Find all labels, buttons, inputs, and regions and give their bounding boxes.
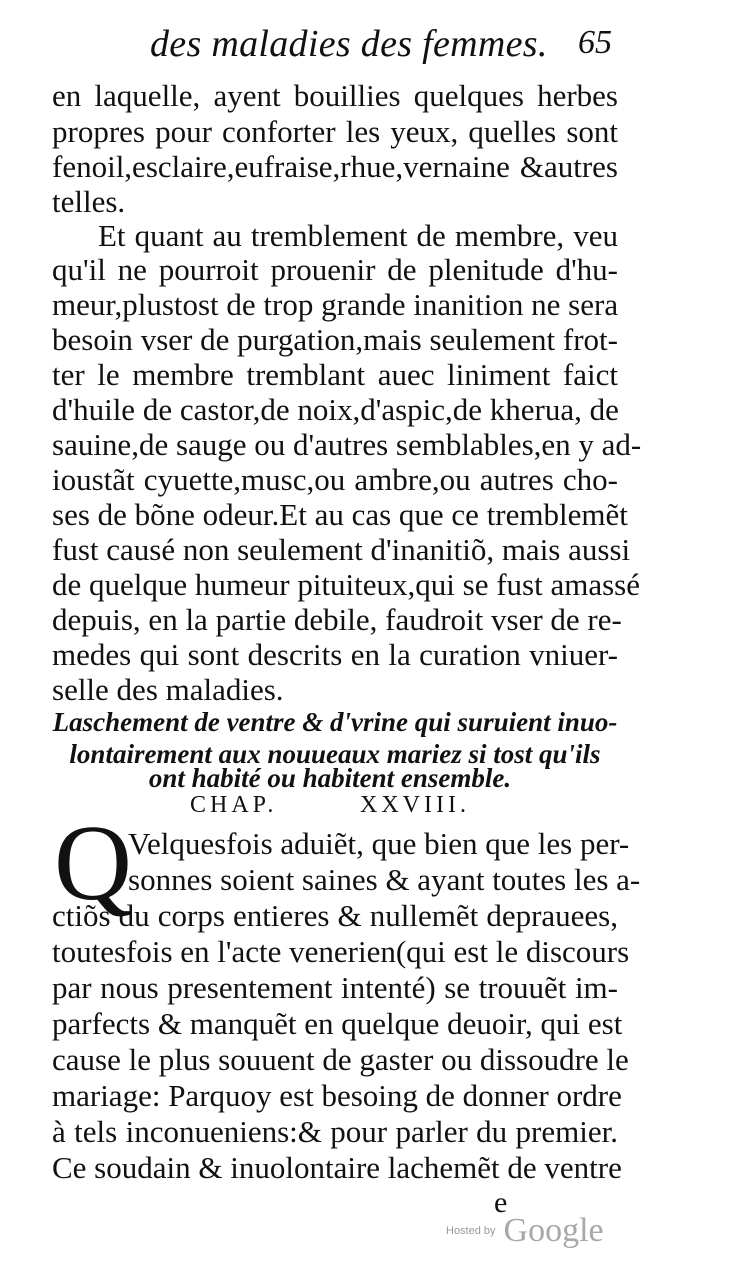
text-line: ses de bõne odeur.Et au cas que ce tremblemẽt	[52, 497, 628, 532]
text-line: Velquesfois aduiẽt, que bien que les per-	[128, 826, 630, 861]
running-title: des maladies des femmes.	[150, 23, 548, 65]
text-line: ter le membre tremblant auec liniment faict	[52, 357, 618, 392]
text-line: toutesfois en l'acte venerien(qui est le discours	[52, 934, 630, 969]
text-line: sonnes soient saines & ayant toutes les a-	[128, 862, 641, 897]
chapter-label: CHAP.	[190, 792, 278, 818]
text-line: mariage: Parquoy est besoing de donner ordre	[52, 1078, 622, 1113]
chapter-heading-line: Laschement de ventre & d'vrine qui suruient inuo-	[52, 707, 618, 737]
text-line: qu'il ne pourroit prouenir de plenitude d'hu-	[52, 252, 618, 287]
text-line: ctiõs du corps entieres & nullemẽt deprauees,	[52, 898, 618, 933]
google-logo: Google	[503, 1212, 604, 1249]
text-line: telles.	[52, 184, 126, 219]
text-line: à tels inconueniens:& pour parler du premier.	[52, 1114, 618, 1149]
text-line: Ce soudain & inuolontaire lachemẽt de ventre	[52, 1150, 622, 1185]
text-line: depuis, en la partie debile, faudroit vser de re-	[52, 602, 622, 637]
text-line: fenoil,esclaire,eufraise,rhue,vernaine &autres	[52, 149, 618, 184]
chapter-number	[190, 792, 470, 819]
chapter-roman-numeral: XXVIII.	[360, 792, 470, 818]
text-line: cause le plus souuent de gaster ou dissoudre le	[52, 1042, 629, 1077]
text-line: par nous presentement intenté) se trouuẽt im-	[52, 970, 618, 1005]
text-line: ioustãt cyuette,musc,ou ambre,ou autres cho-	[52, 462, 618, 497]
text-line: fust causé non seulement d'inanitiõ, mais aussi	[52, 532, 631, 567]
text-line: d'huile de castor,de noix,d'aspic,de kherua, de	[52, 392, 619, 427]
text-line: medes qui sont descrits en la curation vniuer-	[52, 637, 618, 672]
text-line: de quelque humeur pituiteux,qui se fust amassé	[52, 567, 641, 602]
text-line: sauine,de sauge ou d'autres semblables,en y ad-	[52, 427, 642, 462]
text-line: propres pour conforter les yeux, quelles sont	[52, 114, 618, 149]
text-line: Et quant au tremblement de membre, veu	[98, 218, 618, 253]
drop-cap: Q	[54, 804, 132, 923]
text-line: meur,plustost de trop grande inanition ne sera	[52, 287, 619, 322]
chapter-heading-line: lontairement aux nouueaux mariez si tost qu'ils	[69, 739, 601, 769]
text-line: en laquelle, ayent bouillies quelques herbes	[52, 78, 618, 113]
watermark-prefix: Hosted by	[446, 1225, 496, 1237]
text-line: parfects & manquẽt en quelque deuoir, qui est	[52, 1006, 623, 1041]
text-line: besoin vser de purgation,mais seulement frot-	[52, 322, 618, 357]
text-line: selle des maladies.	[52, 672, 284, 707]
hosted-by-watermark	[446, 1212, 604, 1250]
signature-mark: e	[494, 1186, 508, 1219]
page-header	[150, 22, 620, 72]
chapter-heading-line: ont habité ou habitent ensemble.	[148, 763, 512, 793]
page-number: 65	[578, 24, 612, 61]
